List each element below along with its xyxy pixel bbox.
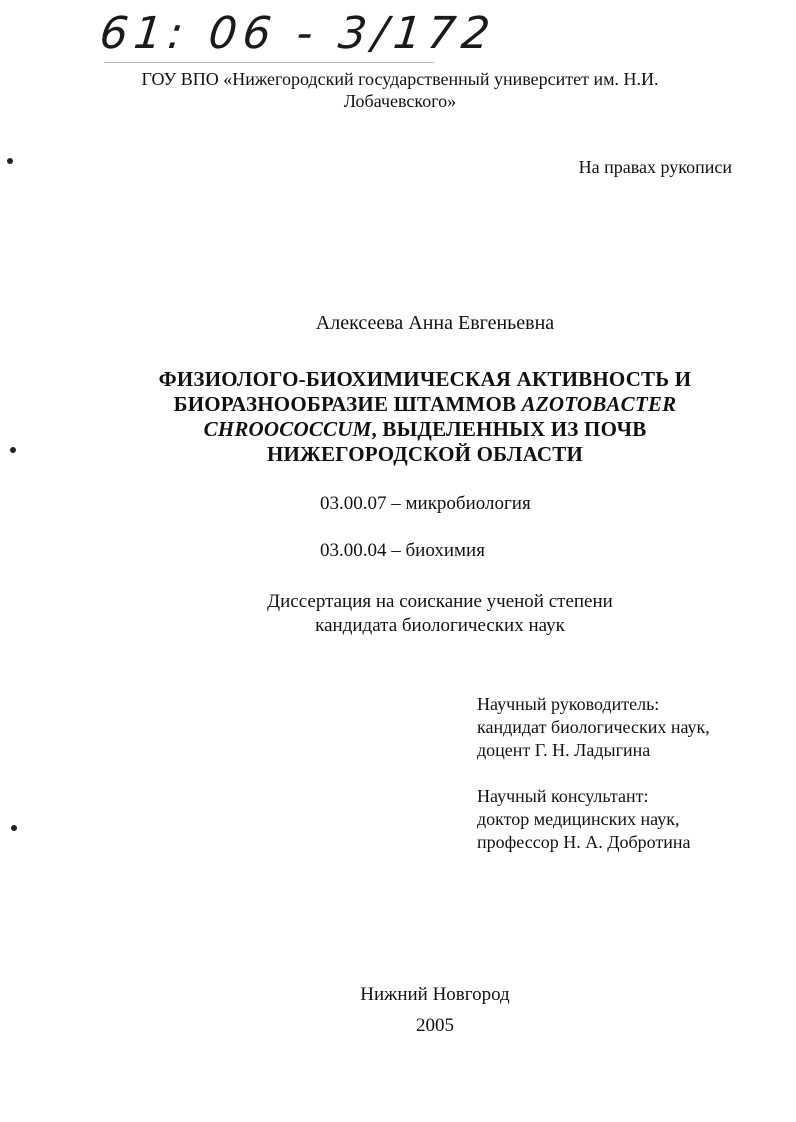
organization-line-2: Лобачевского» [343,91,457,111]
title-latin-species: CHROOCOCCUM [203,417,372,441]
title-line-3 [140,417,710,442]
scan-punch-mark [11,825,17,831]
degree-line-2: кандидата биологических наук [315,615,565,636]
title-line-4: НИЖЕГОРОДСКОЙ ОБЛАСТИ [266,442,583,466]
title-line-2-prefix: БИОРАЗНООБРАЗИЕ ШТАММОВ [173,392,522,416]
specialty-biochemistry: 03.00.04 – биохимия [320,540,485,561]
supervisor-degree: кандидат биологических наук, [477,717,710,737]
consultant-role: Научный консультант: [477,786,649,806]
degree-statement [140,590,740,638]
organization-header [100,68,700,112]
city: Нижний Новгород [360,984,510,1005]
scan-punch-mark [7,158,13,164]
consultant-name: профессор Н. А. Добротина [477,832,691,852]
title-latin-genus: AZOTOBACTER [521,392,677,416]
archive-number-underline [104,62,434,63]
title-line-1: ФИЗИОЛОГО-БИОХИМИЧЕСКАЯ АКТИВНОСТЬ И [158,367,692,391]
title-line-3-suffix: , ВЫДЕЛЕННЫХ ИЗ ПОЧВ [371,417,647,441]
specialty-microbiology: 03.00.07 – микробиология [320,493,531,514]
supervisor-name: доцент Г. Н. Ладыгина [477,740,651,760]
author-name: Алексеева Анна Евгеньевна [315,312,555,334]
dissertation-title [140,367,710,467]
title-line-2 [140,392,710,417]
year: 2005 [416,1015,454,1036]
degree-line-1: Диссертация на соискание ученой степени [267,591,613,612]
supervisor-block [477,693,710,762]
scan-punch-mark [10,447,16,453]
consultant-block [477,785,691,854]
organization-line-1: ГОУ ВПО «Нижегородский государственный университет им. Н.И. [141,69,659,89]
consultant-degree: доктор медицинских наук, [477,809,680,829]
archive-number-handwritten: 61: 06 - 3/172 [97,8,499,59]
manuscript-rights-note: На правах рукописи [578,157,732,177]
supervisor-role: Научный руководитель: [477,694,660,714]
